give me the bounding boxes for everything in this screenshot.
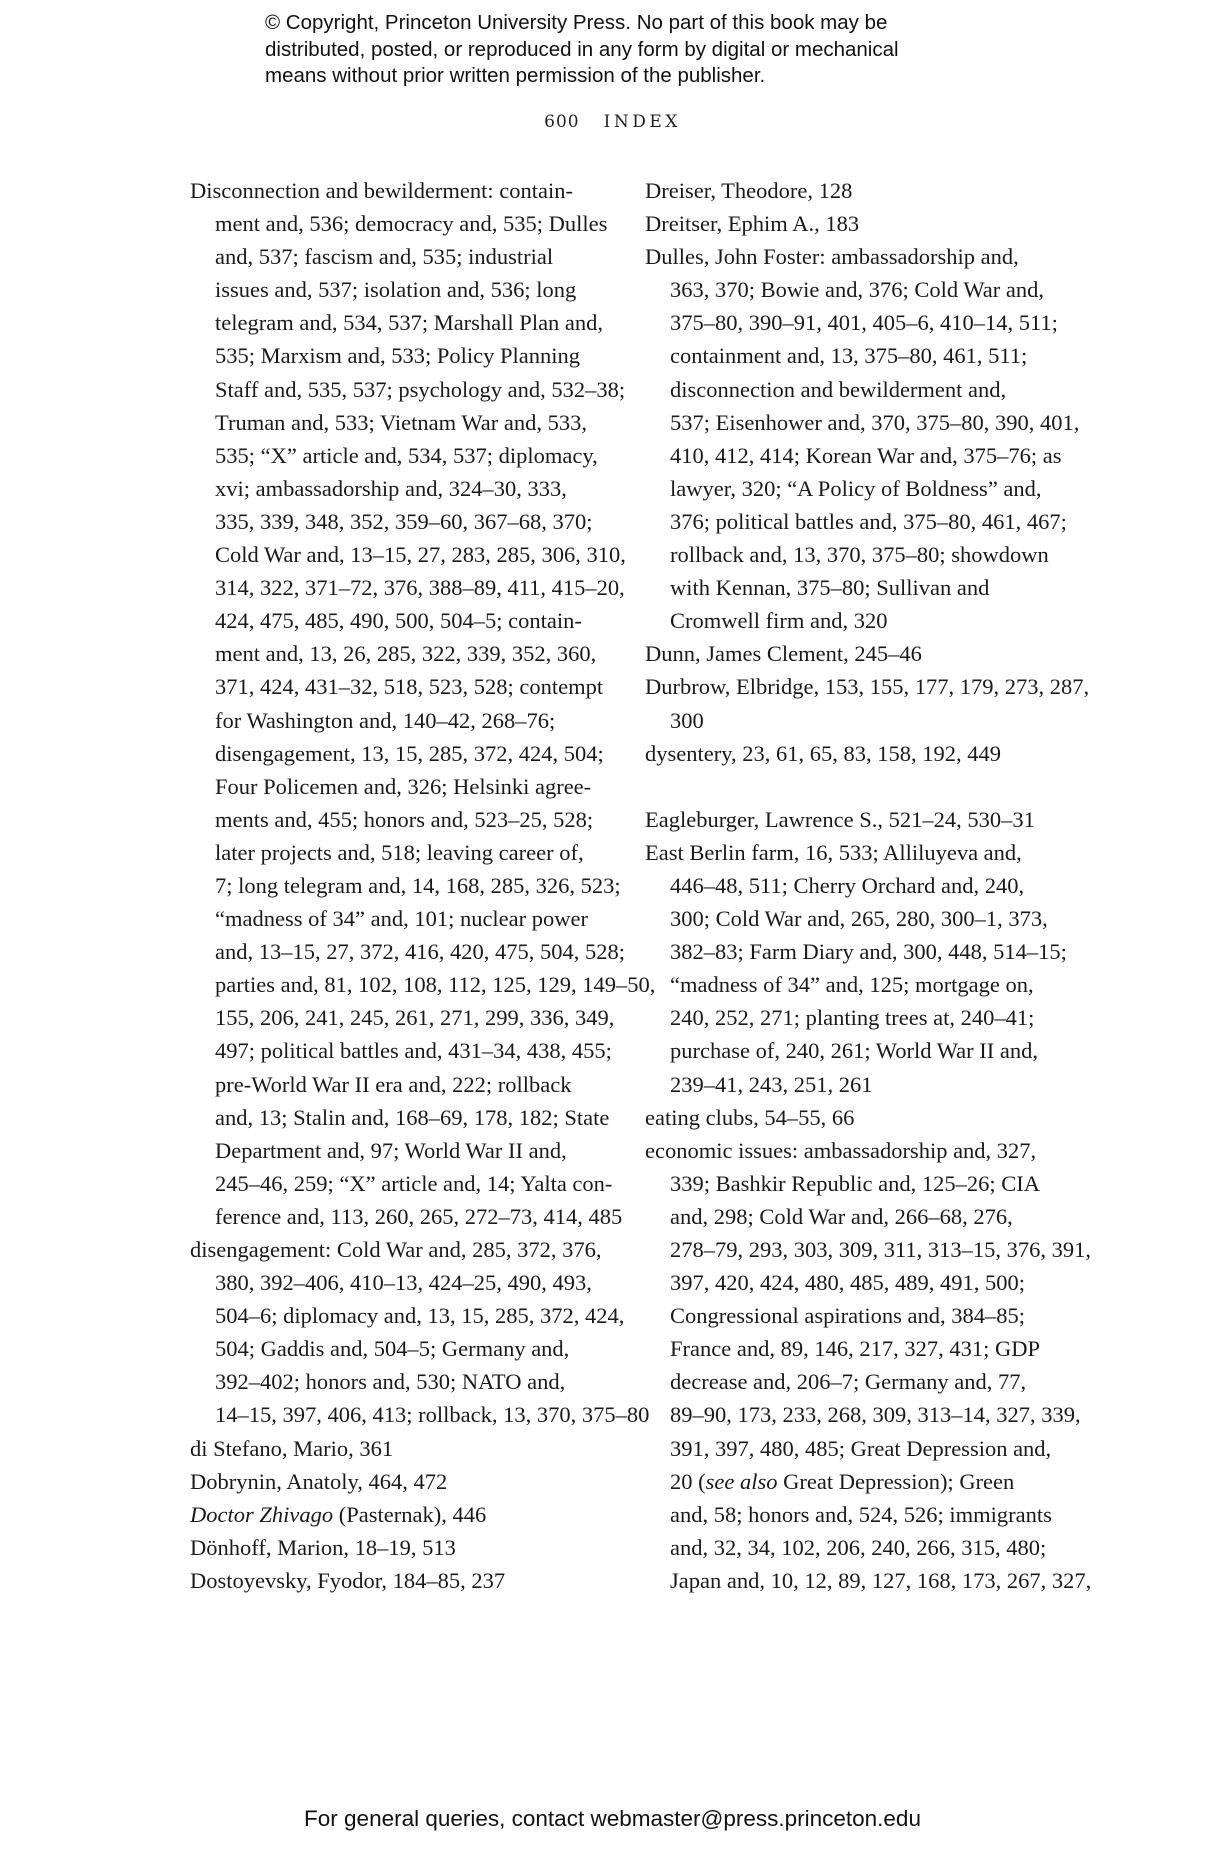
index-entry-line: decrease and, 206–7; Germany and, 77, — [670, 1369, 1027, 1395]
index-entry-line: 245–46, 259; “X” article and, 14; Yalta con- — [215, 1170, 613, 1196]
index-entry-line: France and, 89, 146, 217, 327, 431; GDP — [670, 1336, 1040, 1362]
index-entry-line: Truman and, 533; Vietnam War and, 533, — [215, 409, 588, 435]
index-entry-text: Great Depression); Green — [777, 1468, 1015, 1494]
index-entry — [645, 836, 1065, 1101]
index-entry-line: 380, 392–406, 410–13, 424–25, 490, 493, — [215, 1270, 592, 1296]
index-entry — [190, 1564, 610, 1597]
index-entry-line: 278–79, 293, 303, 309, 311, 313–15, 376, 391, — [670, 1237, 1092, 1262]
index-entry-line: xvi; ambassadorship and, 324–30, 333, — [215, 475, 567, 501]
index-entry-line: 14–15, 397, 406, 413; rollback, 13, 370, 375–80 — [215, 1402, 650, 1428]
index-entry-line: eating clubs, 54–55, 66 — [645, 1104, 855, 1130]
index-entry-line: 314, 322, 371–72, 376, 388–89, 411, 415–20, — [215, 575, 625, 601]
index-entry-line: Dönhoff, Marion, 18–19, 513 — [190, 1534, 456, 1560]
index-entry-line: Dulles, John Foster: ambassadorship and, — [645, 244, 1019, 270]
index-entry — [190, 1465, 610, 1498]
index-entry-line: for Washington and, 140–42, 268–76; — [215, 707, 556, 733]
index-entry-line: 535; Marxism and, 533; Policy Planning — [215, 343, 580, 369]
index-entry-line: Dostoyevsky, Fyodor, 184–85, 237 — [190, 1567, 506, 1593]
index-entry-line: and, 58; honors and, 524, 526; immigrants — [670, 1501, 1052, 1527]
index-entry-line: 300; Cold War and, 265, 280, 300–1, 373, — [670, 906, 1048, 932]
index-entry-line: telegram and, 534, 537; Marshall Plan and, — [215, 310, 604, 336]
index-entry-line: pre-World War II era and, 222; rollback — [215, 1071, 572, 1097]
copyright-line: means without prior written permission of the publisher. — [265, 64, 766, 87]
index-entry — [645, 670, 1090, 736]
index-entry-line: parties and, 81, 102, 108, 112, 125, 129, 149–50, — [215, 972, 656, 998]
index-entry-line: Dreiser, Theodore, 128 — [645, 178, 853, 203]
index-column-left — [190, 174, 656, 1597]
index-entry-line: 397, 420, 424, 480, 485, 489, 491, 500; — [670, 1270, 1026, 1296]
index-entry-line — [190, 1498, 610, 1531]
index-entry — [645, 174, 1065, 207]
index-entry-line: 424, 475, 485, 490, 500, 504–5; contain- — [215, 608, 582, 634]
index-entry-line: disengagement: Cold War and, 285, 372, 376, — [190, 1237, 602, 1262]
index-entry-line: Staff and, 535, 537; psychology and, 532–38; — [215, 376, 626, 402]
book-title: Doctor Zhivago — [190, 1501, 334, 1527]
index-entry-line: Japan and, 10, 12, 89, 127, 168, 173, 267, 327, — [670, 1567, 1092, 1593]
index-entry-line: ments and, 455; honors and, 523–25, 528; — [215, 806, 594, 832]
index-entry — [190, 1531, 610, 1564]
index-entry — [645, 240, 1080, 637]
index-entry-line: and, 537; fascism and, 535; industrial — [215, 244, 554, 270]
index-entry-line: Congressional aspirations and, 384–85; — [670, 1303, 1025, 1329]
index-entry-text: 20 ( — [670, 1468, 706, 1494]
index-entry-line: economic issues: ambassadorship and, 327, — [645, 1137, 1037, 1163]
footer-contact: For general queries, contact webmaster@press.princeton.edu — [304, 1806, 921, 1831]
index-entry-line: 535; “X” article and, 534, 537; diplomacy, — [215, 442, 598, 468]
index-entry-line: 375–80, 390–91, 401, 405–6, 410–14, 511; — [670, 310, 1058, 336]
index-entry — [645, 1101, 1065, 1134]
index-entry — [190, 1498, 610, 1531]
index-entry-line: Four Policemen and, 326; Helsinki agree- — [215, 773, 592, 799]
index-entry-line: Cold War and, 13–15, 27, 283, 285, 306, 310, — [215, 542, 626, 568]
index-entry-line: 497; political battles and, 431–34, 438, 455; — [215, 1038, 612, 1064]
letter-group-gap — [645, 770, 1065, 803]
index-entry-line: disengagement, 13, 15, 285, 372, 424, 504; — [215, 740, 604, 766]
index-entry-line: purchase of, 240, 261; World War II and, — [670, 1038, 1038, 1064]
index-entry-line: Disconnection and bewilderment: contain- — [190, 178, 574, 203]
copyright-notice — [265, 10, 1045, 90]
index-entry-line: 300 — [670, 707, 704, 733]
index-entry-line: 155, 206, 241, 245, 261, 271, 299, 336, 349, — [215, 1005, 615, 1031]
index-entry-line: lawyer, 320; “A Policy of Boldness” and, — [670, 475, 1042, 501]
copyright-line: © Copyright, Princeton University Press. No part of this book may be — [265, 11, 888, 34]
index-entry-line: 504–6; diplomacy and, 13, 15, 285, 372, 424, — [215, 1303, 625, 1329]
index-entry-line: ference and, 113, 260, 265, 272–73, 414, 485 — [215, 1203, 623, 1229]
index-entry-line: 339; Bashkir Republic and, 125–26; CIA — [670, 1170, 1040, 1196]
index-entry-line: and, 13–15, 27, 372, 416, 420, 475, 504, 528; — [215, 939, 625, 965]
index-entry — [645, 207, 1065, 240]
index-entry — [645, 803, 1065, 836]
index-entry-line: 410, 412, 414; Korean War and, 375–76; as — [670, 442, 1062, 468]
index-entry-line: 335, 339, 348, 352, 359–60, 367–68, 370; — [215, 508, 593, 534]
index-entry-line: and, 13; Stalin and, 168–69, 178, 182; State — [215, 1104, 610, 1130]
index-entry-line: 7; long telegram and, 14, 168, 285, 326, 523; — [215, 872, 621, 898]
copyright-line: distributed, posted, or reproduced in any form by digital or mechanical — [265, 37, 899, 61]
index-entry-line: “madness of 34” and, 125; mortgage on, — [670, 972, 1034, 998]
index-entry-line: Department and, 97; World War II and, — [215, 1137, 567, 1163]
index-entry-line: 391, 397, 480, 485; Great Depression and, — [670, 1435, 1052, 1461]
index-entry-line: 371, 424, 431–32, 518, 523, 528; contempt — [215, 674, 604, 700]
see-also-reference: see also — [705, 1468, 778, 1494]
index-entry-line: issues and, 537; isolation and, 536; long — [215, 277, 577, 303]
index-entry-line: 376; political battles and, 375–80, 461, 467; — [670, 508, 1067, 534]
index-entry-line: “madness of 34” and, 101; nuclear power — [215, 906, 588, 932]
index-entry-line: 239–41, 243, 251, 261 — [670, 1071, 873, 1097]
index-entry-line: ment and, 536; democracy and, 535; Dulles — [215, 211, 608, 237]
index-entry-line: and, 32, 34, 102, 206, 240, 266, 315, 480; — [670, 1534, 1047, 1560]
index-entry — [645, 737, 1065, 770]
index-entry-line: rollback and, 13, 370, 375–80; showdown — [670, 542, 1049, 568]
index-entry — [190, 174, 656, 1233]
index-entry-line: with Kennan, 375–80; Sullivan and — [670, 575, 990, 601]
index-entry-line: 392–402; honors and, 530; NATO and, — [215, 1369, 566, 1395]
index-entry — [190, 1233, 650, 1432]
index-entry-line — [645, 1465, 1065, 1498]
index-entry-line: Dobrynin, Anatoly, 464, 472 — [190, 1468, 448, 1494]
index-entry-line: di Stefano, Mario, 361 — [190, 1435, 394, 1461]
index-entry-line: ment and, 13, 26, 285, 322, 339, 352, 360, — [215, 641, 597, 667]
index-entry-line: 382–83; Farm Diary and, 300, 448, 514–15; — [670, 939, 1067, 965]
index-entry-line: Dunn, James Clement, 245–46 — [645, 641, 922, 667]
index-column-right — [645, 174, 1092, 1597]
index-entry — [190, 1432, 610, 1465]
page-number: 600 — [544, 112, 580, 132]
section-title: INDEX — [603, 112, 681, 132]
index-entry-line: East Berlin farm, 16, 533; Alliluyeva and, — [645, 839, 1022, 865]
index-entry-line: 363, 370; Bowie and, 376; Cold War and, — [670, 277, 1044, 303]
index-entry-line: 89–90, 173, 233, 268, 309, 313–14, 327, 339, — [670, 1402, 1081, 1428]
index-entry-line: containment and, 13, 375–80, 461, 511; — [670, 343, 1028, 369]
index-entry-line: later projects and, 518; leaving career of, — [215, 839, 584, 865]
index-entry-line: 537; Eisenhower and, 370, 375–80, 390, 401, — [670, 409, 1080, 435]
index-entry — [645, 1134, 1092, 1597]
index-entry-line: Dreitser, Ephim A., 183 — [645, 211, 860, 237]
index-entry-text: (Pasternak), 446 — [333, 1501, 487, 1527]
index-entry-line: Cromwell firm and, 320 — [670, 608, 888, 634]
index-entry-line: 240, 252, 271; planting trees at, 240–41; — [670, 1005, 1035, 1031]
index-entry-line: and, 298; Cold War and, 266–68, 276, — [670, 1203, 1013, 1229]
index-entry-line: Eagleburger, Lawrence S., 521–24, 530–31 — [645, 806, 1035, 832]
index-entry-line: disconnection and bewilderment and, — [670, 376, 1007, 402]
index-entry-line: dysentery, 23, 61, 65, 83, 158, 192, 449 — [645, 740, 1002, 766]
index-entry-line: Durbrow, Elbridge, 153, 155, 177, 179, 273, 287, — [645, 674, 1090, 700]
running-head — [0, 112, 1225, 132]
index-entry-line: 504; Gaddis and, 504–5; Germany and, — [215, 1336, 570, 1362]
index-entry — [645, 637, 1065, 670]
index-entry-line: 446–48, 511; Cherry Orchard and, 240, — [670, 872, 1025, 898]
